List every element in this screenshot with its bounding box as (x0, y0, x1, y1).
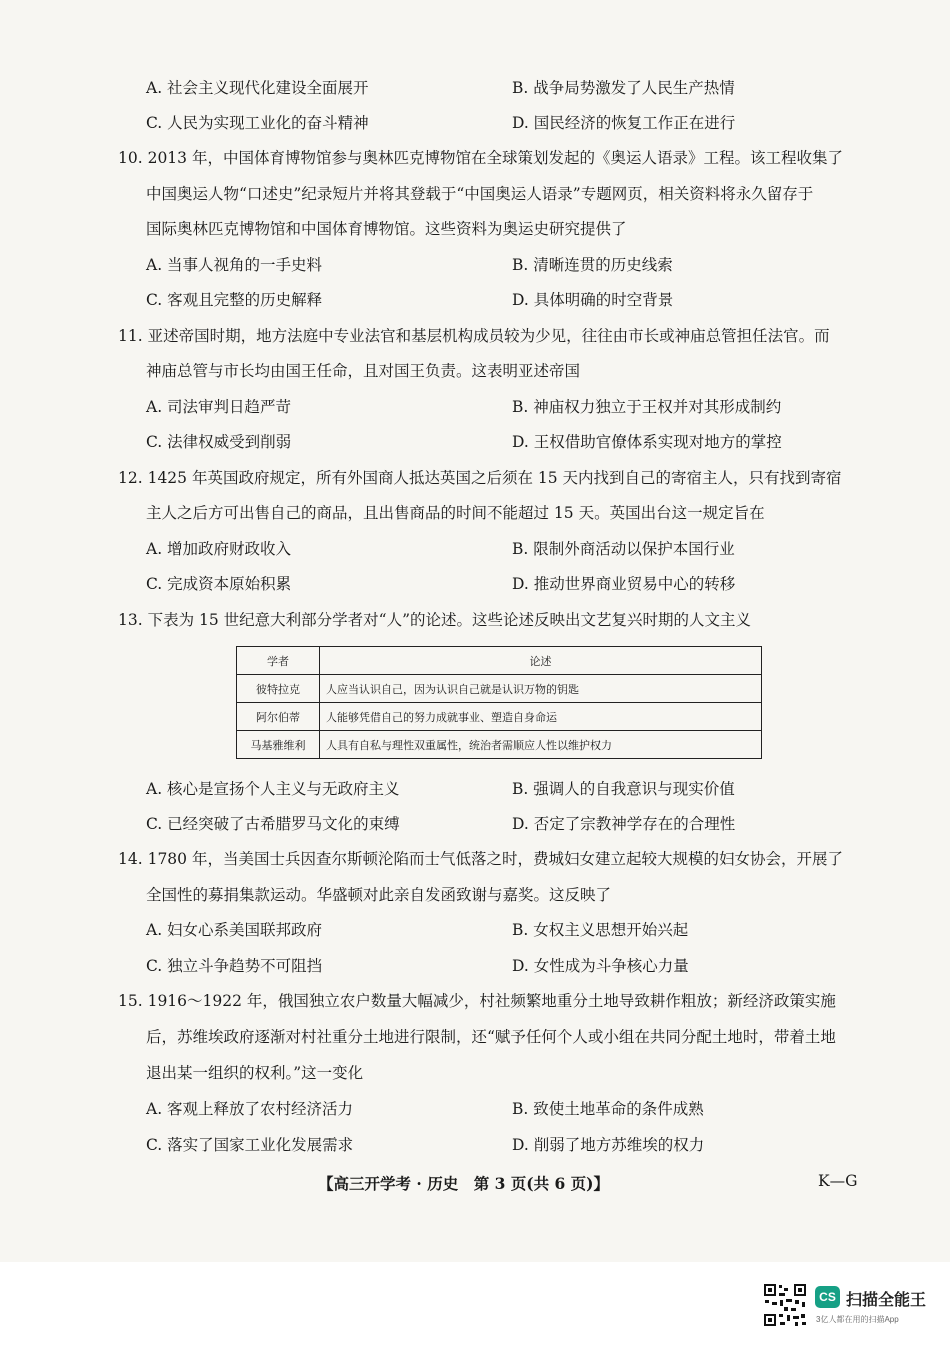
q14-option-b: B. 女权主义思想开始兴起 (512, 921, 689, 939)
q9-option-b: B. 战争局势激发了人民生产热情 (512, 79, 735, 97)
q15-option-c: C. 落实了国家工业化发展需求 (146, 1136, 354, 1154)
table-header-row (237, 647, 762, 675)
q12-option-c: C. 完成资本原始积累 (146, 575, 292, 593)
scanner-app-name: 扫描全能王 (846, 1292, 927, 1309)
q10-option-a: A. 当事人视角的一手史料 (146, 256, 323, 274)
q12-stem-line-2: 主人之后方可出售自己的商品，且出售商品的时间不能超过 15 天。英国出台这一规定旨在 (146, 504, 765, 522)
q10-stem-line-1: 10. 2013 年，中国体育博物馆参与奥林匹克博物馆在全球策划发起的《奥运人语录》工程。该工程收集了 (118, 149, 843, 167)
table-cell-statement: 人能够凭借自己的努力成就事业、塑造自身命运 (320, 703, 762, 731)
q10-stem-line-2: 中国奥运人物“口述史”纪录短片并将其登载于“中国奥运人语录”专题网页，相关资料将永久留存于 (146, 185, 814, 203)
q13-option-b: B. 强调人的自我意识与现实价值 (512, 780, 735, 798)
table-header-scholar: 学者 (237, 647, 320, 675)
q14-stem-line-1: 14. 1780 年，当美国士兵因查尔斯顿沦陷而士气低落之时，费城妇女建立起较大规模的妇女协会，开展了 (118, 850, 843, 868)
q14-stem-line-2: 全国性的募捐集款运动。华盛顿对此亲自发函致谢与嘉奖。这反映了 (146, 886, 612, 904)
q15-option-b: B. 致使土地革命的条件成熟 (512, 1100, 704, 1118)
q15-option-d: D. 削弱了地方苏维埃的权力 (512, 1136, 705, 1154)
scanner-app-tagline: 3亿人都在用的扫描App (816, 1315, 899, 1324)
q13-option-a: A. 核心是宣扬个人主义与无政府主义 (146, 780, 400, 798)
q9-option-a: A. 社会主义现代化建设全面展开 (146, 79, 369, 97)
table-header-statement: 论述 (320, 647, 762, 675)
q11-option-a: A. 司法审判日趋严苛 (146, 398, 292, 416)
q11-stem-line-2: 神庙总管与市长均由国王任命，且对国王负责。这表明亚述帝国 (146, 362, 581, 380)
table-row (237, 675, 762, 703)
q15-stem-line-1: 15. 1916～1922 年，俄国独立农户数量大幅减少，村社频繁地重分土地导致耕作粗放；新经济政策实施 (118, 992, 836, 1010)
q13-stem-line-1: 13. 下表为 15 世纪意大利部分学者对“人”的论述。这些论述反映出文艺复兴时期的人文主义 (118, 611, 752, 629)
q12-option-a: A. 增加政府财政收入 (146, 540, 292, 558)
scholars-table (236, 646, 762, 759)
q10-option-d: D. 具体明确的时空背景 (512, 291, 674, 309)
table-row (237, 703, 762, 731)
table-cell-statement: 人具有自私与理性双重属性，统治者需顺应人性以维护权力 (320, 731, 762, 759)
q13-option-d: D. 否定了宗教神学存在的合理性 (512, 815, 736, 833)
q10-option-b: B. 清晰连贯的历史线索 (512, 256, 673, 274)
q11-stem-line-1: 11. 亚述帝国时期，地方法庭中专业法官和基层机构成员较为少见，往往由市长或神庙总管担任法官。而 (118, 327, 830, 345)
table-cell-scholar: 彼特拉克 (237, 675, 320, 703)
table-cell-statement: 人应当认识自己，因为认识自己就是认识万物的钥匙 (320, 675, 762, 703)
q11-option-c: C. 法律权威受到削弱 (146, 433, 292, 451)
q15-option-a: A. 客观上释放了农村经济活力 (146, 1100, 354, 1118)
q12-stem-line-1: 12. 1425 年英国政府规定，所有外国商人抵达英国之后须在 15 天内找到自己的寄宿主人，只有找到寄宿 (118, 469, 842, 487)
qr-code-icon (762, 1282, 808, 1328)
table-row (237, 731, 762, 759)
q9-option-c: C. 人民为实现工业化的奋斗精神 (146, 114, 369, 132)
q15-stem-line-3: 退出某一组织的权利。”这一变化 (146, 1064, 364, 1082)
q12-option-d: D. 推动世界商业贸易中心的转移 (512, 575, 736, 593)
q13-option-c: C. 已经突破了古希腊罗马文化的束缚 (146, 815, 400, 833)
page-footer: 【高三开学考 · 历史 第 3 页(共 6 页)】 (318, 1174, 610, 1193)
q14-option-d: D. 女性成为斗争核心力量 (512, 957, 689, 975)
q11-option-b: B. 神庙权力独立于王权并对其形成制约 (512, 398, 782, 416)
q10-stem-line-3: 国际奥林匹克博物馆和中国体育博物馆。这些资料为奥运史研究提供了 (146, 220, 627, 238)
table-cell-scholar: 阿尔伯蒂 (237, 703, 320, 731)
q12-option-b: B. 限制外商活动以保护本国行业 (512, 540, 735, 558)
q11-option-d: D. 王权借助官僚体系实现对地方的掌控 (512, 433, 782, 451)
q9-option-d: D. 国民经济的恢复工作正在进行 (512, 114, 736, 132)
q10-option-c: C. 客观且完整的历史解释 (146, 291, 323, 309)
table-cell-scholar: 马基雅维利 (237, 731, 320, 759)
paper-code: K—G (818, 1172, 858, 1190)
camscanner-logo: CS (815, 1286, 840, 1308)
q14-option-a: A. 妇女心系美国联邦政府 (146, 921, 323, 939)
q14-option-c: C. 独立斗争趋势不可阻挡 (146, 957, 323, 975)
q15-stem-line-2: 后，苏维埃政府逐渐对村社重分土地进行限制，还“赋予任何个人或小组在共同分配土地时，带着土地 (146, 1028, 836, 1046)
